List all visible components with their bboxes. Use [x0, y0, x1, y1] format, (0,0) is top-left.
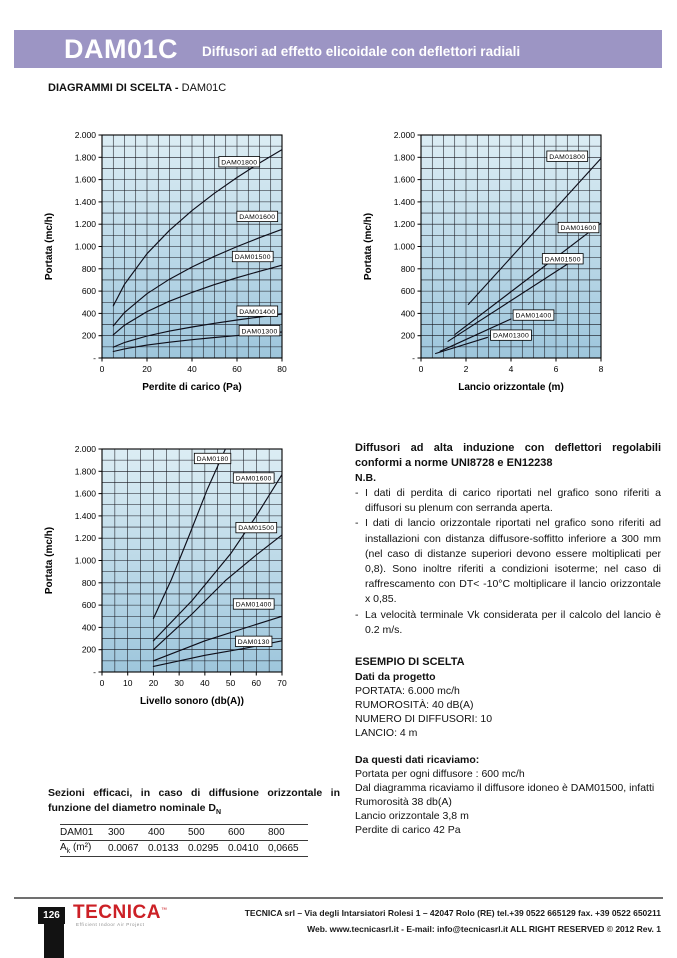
svg-text:2: 2 — [463, 364, 469, 374]
svg-text:8: 8 — [598, 364, 604, 374]
footer-contact — [245, 905, 661, 937]
svg-text:2.000: 2.000 — [74, 444, 96, 454]
table-cell: 0.0295 — [188, 843, 219, 854]
svg-text:1.800: 1.800 — [74, 152, 96, 163]
svg-text:1.600: 1.600 — [74, 174, 96, 185]
section-title-model: DAM01C — [181, 82, 227, 94]
svg-text:1.200: 1.200 — [393, 219, 415, 230]
svg-text:4: 4 — [508, 364, 514, 374]
svg-text:1.400: 1.400 — [74, 510, 96, 521]
svg-text:6: 6 — [553, 364, 559, 374]
chart-lancio-orizzontale — [359, 119, 613, 414]
svg-text:200: 200 — [81, 644, 96, 655]
svg-text:DAM01500: DAM01500 — [544, 256, 581, 264]
svg-text:DAM01500: DAM01500 — [238, 525, 275, 533]
note-text: La velocità terminale Vk considerata per il calcolo del lancio è 0.2 m/s. — [365, 608, 661, 636]
derived-line: Dal diagramma ricaviamo il diffusore idoneo è DAM01500, infatti — [355, 782, 655, 794]
chart-livello-sonoro — [40, 433, 294, 728]
svg-text:200: 200 — [400, 330, 415, 341]
svg-text:600: 600 — [81, 286, 96, 297]
svg-text:Portata (mc/h): Portata (mc/h) — [44, 212, 55, 281]
svg-text:DAM01500: DAM01500 — [234, 254, 271, 262]
chart-perdite-di-carico — [40, 119, 294, 414]
svg-text:600: 600 — [400, 286, 415, 297]
row-label: $A_k$ (m²) — [60, 842, 92, 855]
table-cell: 0.0410 — [228, 843, 259, 854]
svg-text:-: - — [93, 667, 96, 677]
svg-text:800: 800 — [81, 263, 96, 274]
table-row — [60, 841, 308, 856]
selection-example-block — [355, 655, 661, 837]
svg-text:10: 10 — [122, 678, 133, 688]
derived-title: Da questi dati ricaviamo: — [355, 754, 480, 766]
svg-text:DAM01800: DAM01800 — [221, 159, 258, 167]
svg-text:1.400: 1.400 — [74, 196, 96, 207]
svg-text:DAM01600: DAM01600 — [239, 213, 276, 221]
svg-text:1.000: 1.000 — [74, 241, 96, 252]
table-header-cell: 500 — [188, 827, 205, 838]
svg-text:DAM01600: DAM01600 — [235, 475, 272, 483]
example-line: NUMERO DI DIFFUSORI: 10 — [355, 713, 493, 725]
svg-text:20: 20 — [148, 678, 159, 688]
svg-text:DAM0180: DAM0180 — [196, 456, 229, 464]
svg-text:30: 30 — [174, 678, 184, 688]
table-cell: 0.0133 — [148, 843, 179, 854]
bullet-dash: - — [355, 517, 359, 530]
svg-text:-: - — [93, 353, 96, 363]
svg-text:Portata (mc/h): Portata (mc/h) — [44, 526, 55, 595]
svg-text:800: 800 — [400, 263, 415, 274]
header-banner — [14, 30, 662, 68]
effective-sections-block — [48, 786, 340, 820]
svg-text:400: 400 — [81, 622, 96, 633]
svg-text:Portata (mc/h): Portata (mc/h) — [363, 212, 374, 281]
notes-nb-label: N.B. — [355, 472, 376, 484]
svg-text:DAM01600: DAM01600 — [560, 225, 597, 233]
svg-text:20: 20 — [142, 364, 152, 374]
svg-text:0: 0 — [99, 364, 105, 374]
product-model: DAM01C — [64, 33, 179, 64]
svg-text:Perdite di carico (Pa): Perdite di carico (Pa) — [142, 382, 242, 393]
svg-text:1.800: 1.800 — [393, 152, 415, 163]
table-cell: 0.0067 — [108, 843, 139, 854]
svg-text:1.200: 1.200 — [74, 219, 96, 230]
logo-tagline: Efficient Indoor Air Project — [76, 922, 145, 927]
derived-line: Portata per ogni diffusore : 600 mc/h — [355, 768, 525, 780]
effective-sections-title-text: Sezioni efficaci, in caso di diffusione orizzontale in funzione del diametro nominale D — [48, 787, 340, 814]
svg-text:DAM01400: DAM01400 — [239, 308, 276, 316]
trademark-symbol: ™ — [160, 907, 167, 914]
svg-text:70: 70 — [277, 678, 287, 688]
product-subtitle: Diffusori ad effetto elicoidale con deflettori radiali — [202, 43, 521, 59]
notes-block — [355, 441, 661, 638]
svg-text:Lancio orizzontale (m): Lancio orizzontale (m) — [458, 382, 564, 393]
tecnica-logo — [73, 903, 167, 928]
page-number-bar — [44, 924, 64, 958]
svg-text:1.600: 1.600 — [393, 174, 415, 185]
derived-line: Perdite di carico 42 Pa — [355, 824, 461, 836]
svg-text:1.000: 1.000 — [74, 555, 96, 566]
svg-text:1.600: 1.600 — [74, 488, 96, 499]
table-header-cell: DAM01 — [60, 827, 94, 838]
svg-text:1.400: 1.400 — [393, 196, 415, 207]
table-header-cell: 800 — [268, 827, 285, 838]
table-header-cell: 400 — [148, 827, 165, 838]
bullet-dash: - — [355, 487, 359, 499]
svg-text:60: 60 — [232, 364, 242, 374]
note-item — [355, 608, 661, 638]
svg-text:DAM0130: DAM0130 — [237, 638, 270, 646]
table-header-cell: 600 — [228, 827, 245, 838]
svg-text:60: 60 — [251, 678, 262, 688]
svg-text:DAM01400: DAM01400 — [515, 312, 552, 320]
page-number: 126 — [38, 907, 65, 924]
svg-text:80: 80 — [277, 364, 287, 374]
svg-text:DAM01300: DAM01300 — [492, 332, 530, 340]
logo-wordmark: TECNICA — [73, 902, 161, 923]
svg-text:2.000: 2.000 — [74, 130, 96, 140]
example-line: RUMOROSITÀ: 40 dB(A) — [355, 699, 474, 711]
svg-text:DAM01800: DAM01800 — [549, 153, 586, 161]
svg-text:DAM01400: DAM01400 — [235, 601, 272, 609]
svg-text:0: 0 — [99, 678, 105, 688]
example-subtitle: Dati da progetto — [355, 671, 436, 683]
footer-address-line: TECNICA srl – Via degli Intarsiatori Rolesi 1 – 42047 Rolo (RE) tel.+39 0522 665129 fax. +39 0522 650211 — [244, 908, 661, 918]
svg-text:400: 400 — [81, 308, 96, 319]
spacer — [355, 740, 661, 753]
svg-text:40: 40 — [187, 364, 197, 374]
note-item — [355, 516, 661, 607]
note-text: I dati di lancio orizzontale riportati nel grafico sono riferiti ad installazioni con distanza diffusore-soffitto inferiore a 300 mm (nel caso di distanze superiori devono essere moltiplicati per 0,8). Sono inoltre riferiti a condizioni isoterme; nel caso di raffrescamento con DT< -10°C moltiplicare il lancio orizzontale x 0,85. — [365, 517, 661, 606]
svg-text:0: 0 — [418, 364, 424, 374]
example-line: PORTATA: 6.000 mc/h — [355, 685, 460, 697]
svg-text:1.200: 1.200 — [74, 533, 96, 544]
svg-text:DAM01300: DAM01300 — [241, 328, 278, 336]
svg-text:2.000: 2.000 — [393, 130, 415, 140]
svg-text:40: 40 — [200, 678, 210, 688]
diameter-subscript: N — [216, 809, 222, 817]
effective-sections-title — [48, 786, 340, 820]
svg-text:Livello sonoro (db(A)): Livello sonoro (db(A)) — [140, 696, 244, 707]
svg-text:600: 600 — [81, 600, 96, 611]
derived-line: Lancio orizzontale 3,8 m — [355, 810, 469, 822]
svg-text:1.000: 1.000 — [393, 241, 415, 252]
note-item — [355, 486, 661, 516]
svg-text:800: 800 — [81, 577, 96, 588]
svg-text:1.800: 1.800 — [74, 466, 96, 477]
table-header-row — [60, 825, 308, 841]
footer-divider — [14, 897, 663, 899]
note-text: I dati di perdita di carico riportati nel grafico sono riferiti a diffusori su plenum con serranda aperta. — [365, 487, 661, 515]
derived-line: Rumorosità 38 db(A) — [355, 796, 452, 808]
example-line: LANCIO: 4 m — [355, 727, 418, 739]
svg-text:-: - — [412, 353, 415, 363]
table-cell: 0,0665 — [268, 843, 299, 854]
bullet-dash: - — [355, 608, 359, 621]
notes-title: Diffusori ad alta induzione con deflettori regolabili conformi a norme UNI8728 e EN12238 — [355, 442, 661, 469]
table-header-cell: 300 — [108, 827, 125, 838]
svg-text:200: 200 — [81, 330, 96, 341]
effective-sections-table — [60, 824, 308, 857]
footer-web-line: Web. www.tecnicasrl.it - E-mail: info@tecnicasrl.it ALL RIGHT RESERVED © 2012 Rev. 1 — [307, 924, 661, 934]
svg-text:50: 50 — [225, 678, 236, 688]
section-title-bold: DIAGRAMMI DI SCELTA - — [48, 82, 182, 94]
example-title: ESEMPIO DI SCELTA — [355, 656, 465, 668]
section-title — [48, 82, 226, 94]
svg-text:400: 400 — [400, 308, 415, 319]
